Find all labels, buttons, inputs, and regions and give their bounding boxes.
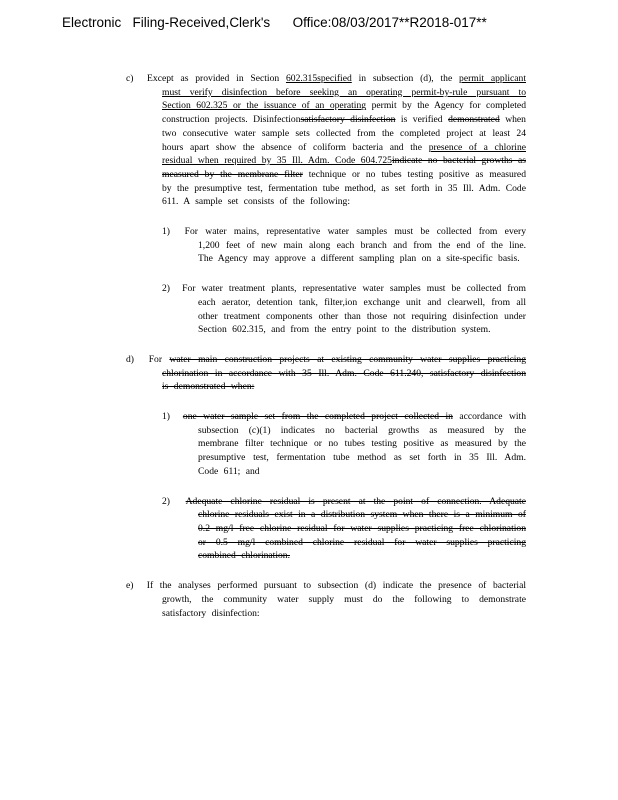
section-c-label: c) — [126, 73, 134, 84]
section-d-2: 2) Adequate chlorine residual is present at the point of connection. Adequate chlorine residuals exist in a distribution system when there is a minimum of 0.2 mg/l free chlorine residual for water supplies practicing free chlorination or 0.5 mg/l combined chlorine residual for water supplies practicing combined chlorination. — [162, 495, 526, 562]
document-body — [126, 72, 526, 636]
section-c-2: 2) For water treatment plants, representative water samples must be collected from each aerator, detention tank, filter,ion exchange unit and clearwell, from all other treatment components other than those not requiring disinfection under Section 602.315, and from the entry point to the distribution system. — [162, 283, 527, 336]
section-e: e) If the analyses performed pursuant to subsection (d) indicate the presence of bacterial growth, the community water supply must do the following to demonstrate satisfactory disinfection: — [126, 580, 526, 619]
section-c-1: 1) For water mains, representative water samples must be collected from every 1,200 feet of new main along each branch and from the end of the line. The Agency may approve a different sampling plan on a site-specific basis. — [162, 226, 526, 265]
section-c: c) Except as provided in Section 602.315specified in subsection (d), the permit applicant must verify disinfection before seeking an operating permit-by-rule pursuant to Section 602.325 or the issuance of an operating permit by the Agency for completed construction projects. Disinfectionsatisfactory disinfection is verified demonstrated when two consecutive water sample sets collected from the completed project at least 24 hours apart show the absence of coliform bacteria and the presence of a chlorine residual when required by 35 Ill. Adm. Code 604.725indicate no bacterial growths as measured by the membrane filter technique or no tubes testing positive as measured by the presumptive test, fermentation tube method, as set forth in 35 Ill. Adm. Code 611. A sample set consists of the following: — [126, 73, 527, 208]
section-d: d) For water main construction projects at existing community water supplies practicing chlorination in accordance with 35 Ill. Adm. Code 611.240, satisfactory disinfection is demonstrated when: — [126, 353, 526, 393]
section-d-1: 1) one water sample set from the completed project collected in accordance with subsection (c)(1) indicates no bacterial growths as measured by the membrane filter technique or no tubes testing positive as measured by the presumptive test, fermentation tube method as set forth in 35 Ill. Adm. Code 611; and — [162, 411, 526, 477]
filing-header: Electronic Filing-Received,Clerk's Office:08/03/2017**R2018-017** — [62, 15, 487, 30]
section-d-label: d) — [126, 353, 134, 365]
section-e-label: e) — [126, 580, 134, 592]
